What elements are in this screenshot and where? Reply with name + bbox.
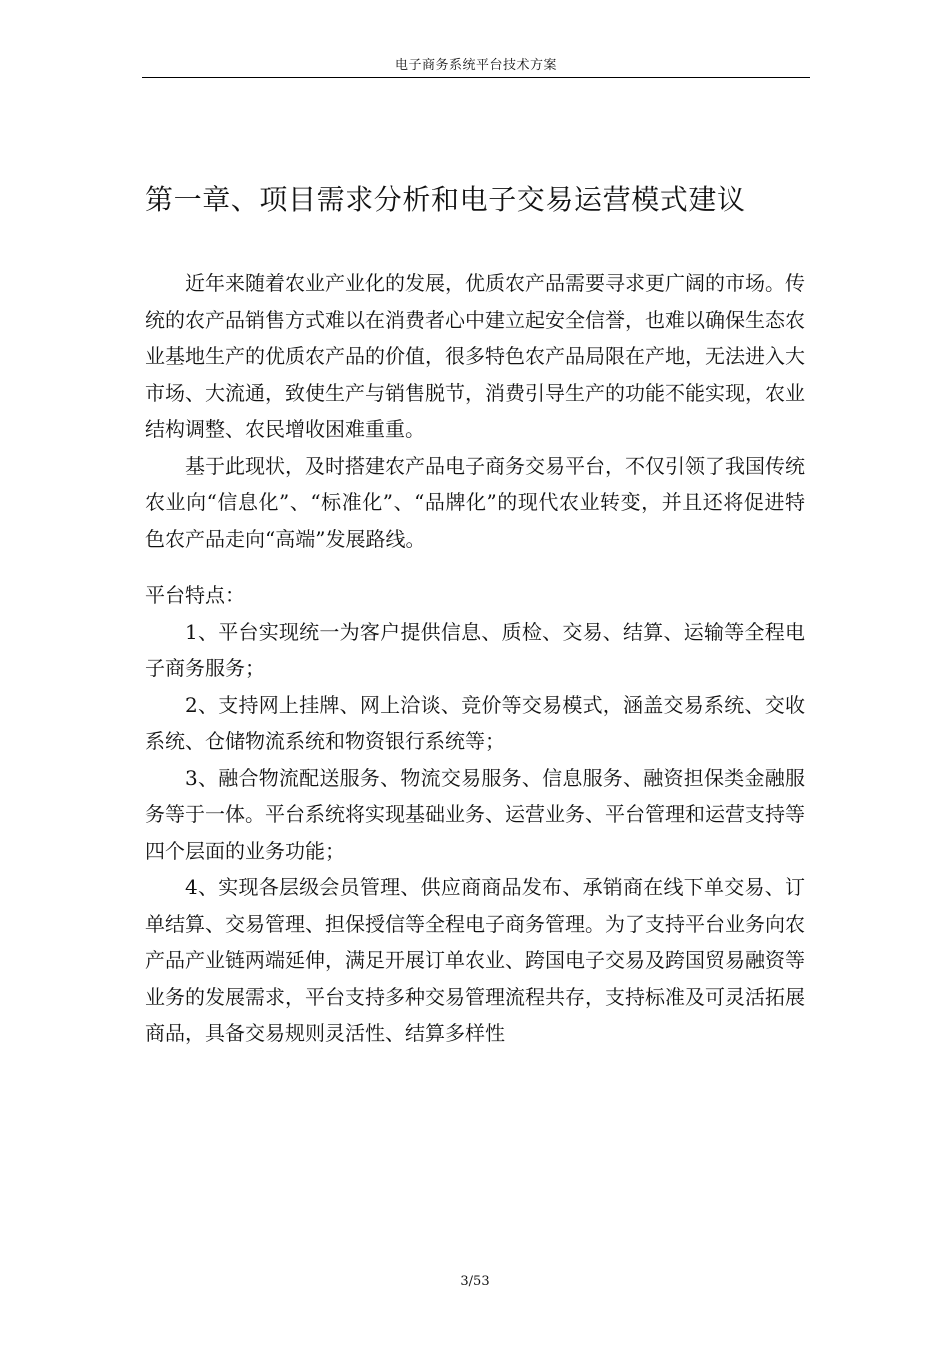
feature-item: 4、实现各层级会员管理、供应商商品发布、承销商在线下单交易、订单结算、交易管理、担保授信等全程电子商务管理。为了支持平台业务向农产品产业链两端延伸，满足开展订单农业、跨国电子交易及跨国贸易融资等业务的发展需求，平台支持多种交易管理流程共存，支持标准及可灵活拓展商品，具备交易规则灵活性、结算多样性 <box>145 875 805 1045</box>
running-header: 电子商务系统平台技术方案 <box>394 58 557 73</box>
body-text <box>145 265 805 1052</box>
intro-paragraph: 近年来随着农业产业化的发展，优质农产品需要寻求更广阔的市场。传统的农产品销售方式难以在消费者心中建立起安全信誉，也难以确保生态农业基地生产的优质农产品的价值，很多特色农产品局限在产地，无法进入大市场、大流通，致使生产与销售脱节，消费引导生产的功能不能实现，农业结构调整、农民增收困难重重。 <box>145 271 805 441</box>
feature-item: 2、支持网上挂牌、网上洽谈、竞价等交易模式，涵盖交易系统、交收系统、仓储物流系统和物资银行系统等； <box>145 692 805 753</box>
chapter-title: 第一章、项目需求分析和电子交易运营模式建议 <box>145 183 746 216</box>
features-heading: 平台特点： <box>145 583 245 607</box>
feature-item: 1、平台实现统一为客户提供信息、质检、交易、结算、运输等全程电子商务服务； <box>145 619 805 680</box>
feature-item: 3、融合物流配送服务、物流交易服务、信息服务、融资担保类金融服务等于一体。平台系统将实现基础业务、运营业务、平台管理和运营支持等四个层面的业务功能； <box>145 765 805 863</box>
page-number: 3/53 <box>460 1274 490 1289</box>
header-rule <box>142 77 810 78</box>
intro-paragraph: 基于此现状，及时搭建农产品电子商务交易平台，不仅引领了我国传统农业向“信息化”、“标准化”、“品牌化”的现代农业转变，并且还将促进特色农产品走向“高端”发展路线。 <box>145 453 805 551</box>
